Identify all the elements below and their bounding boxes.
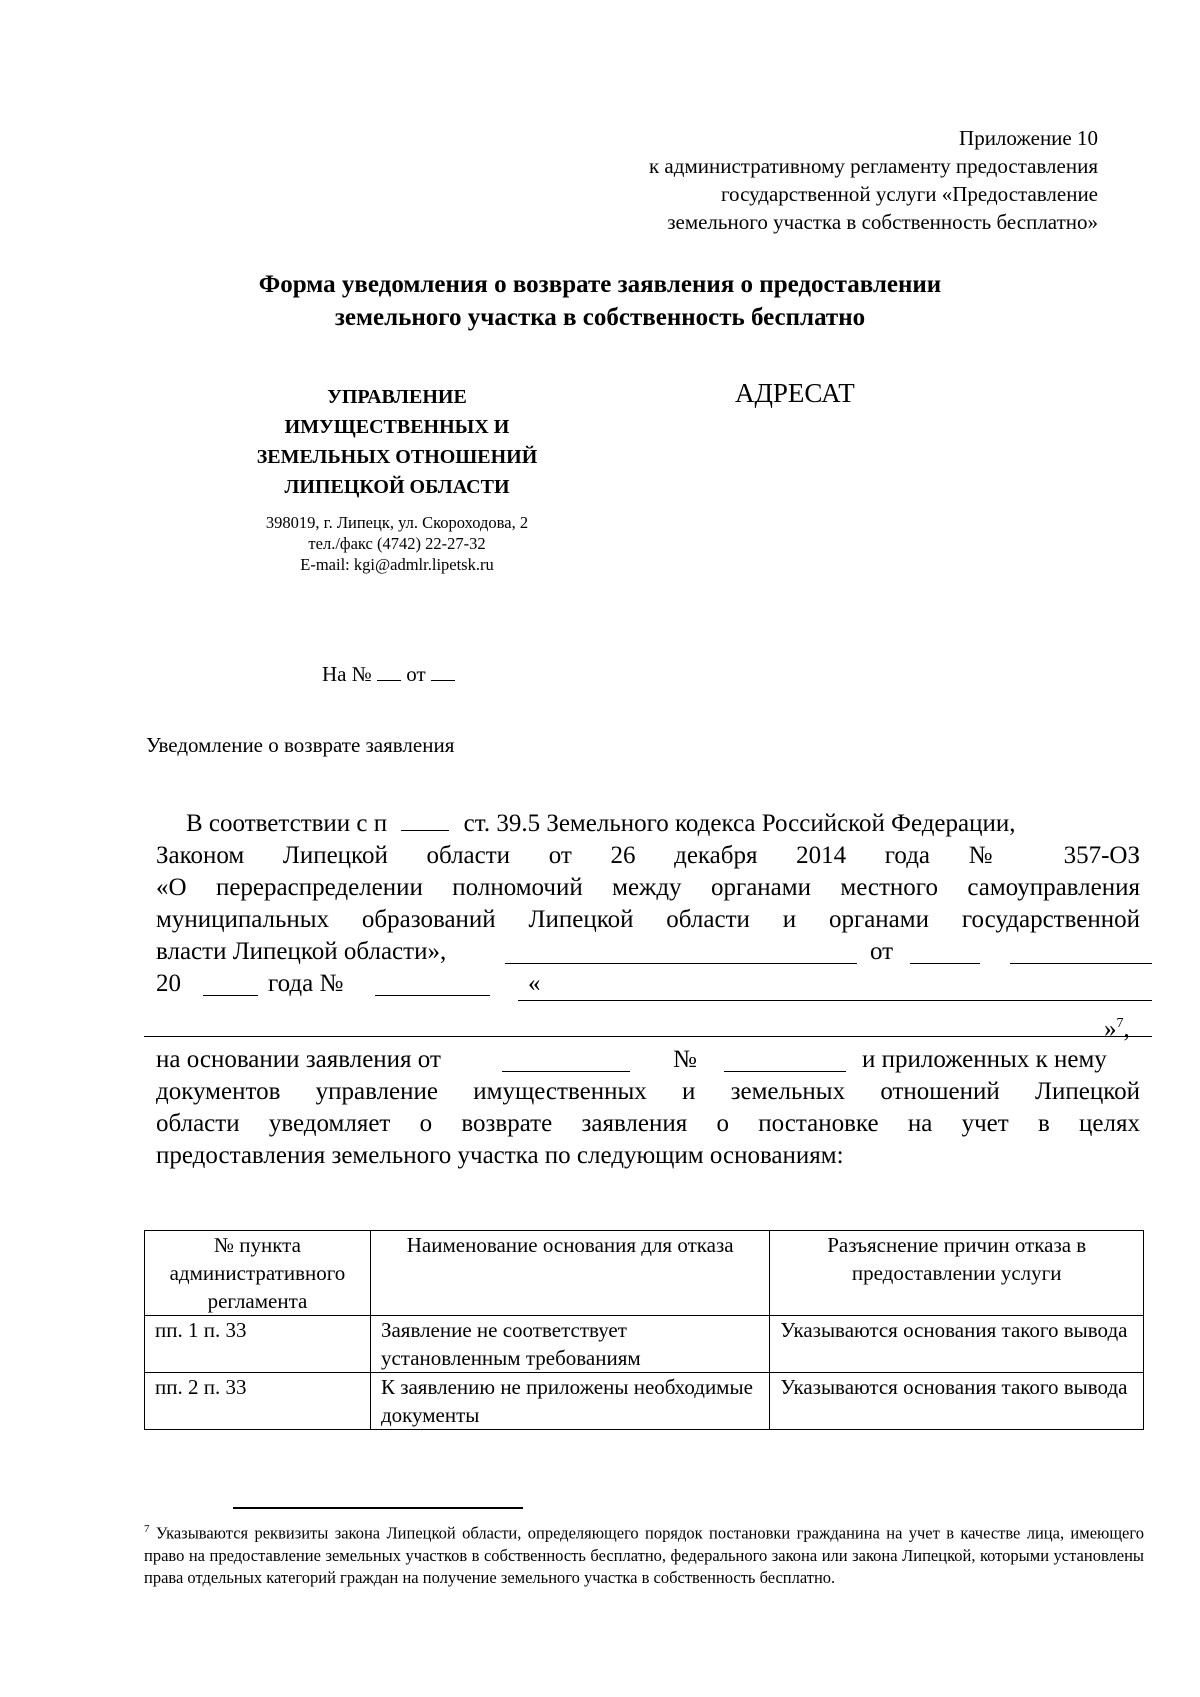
- body-line-10: области уведомляет о возврате заявления о постановке на учет в целях: [156, 1110, 1140, 1137]
- body-text: №: [673, 1046, 697, 1073]
- table-header-cell: Наименование основания для отказа: [370, 1231, 769, 1316]
- body-line-3: «О перераспределении полномочий между органами местного самоуправления: [156, 874, 1140, 901]
- table-cell: Заявление не соответствует установленным требованиям: [370, 1316, 769, 1373]
- table-header-row: [145, 1231, 1144, 1316]
- reference-line: [322, 662, 455, 687]
- addressee: АДРЕСАТ: [735, 378, 855, 408]
- table-cell: Указываются основания такого вывода: [770, 1373, 1144, 1430]
- body-text: власти Липецкой области»,: [156, 938, 447, 965]
- appendix-line: Приложение 10: [959, 126, 1098, 150]
- sender-line: УПРАВЛЕНИЕ: [327, 386, 467, 408]
- reference-number-blank: [377, 662, 401, 681]
- body-text: года №: [268, 970, 344, 997]
- body-line-7: [1104, 1008, 1164, 1045]
- appendix-line: государственной услуги «Предоставление: [720, 182, 1098, 206]
- blank-field: [502, 1071, 630, 1072]
- sender-email: E-mail: kgi@admlr.lipetsk.ru: [300, 555, 494, 574]
- body-line-4: муниципальных образований Липецкой области и органами государственной: [156, 906, 1140, 933]
- table-header-cell: Разъяснение причин отказа в предоставлении услуги: [770, 1231, 1144, 1316]
- footnote-text: Указываются реквизиты закона Липецкой области, определяющего порядок постановки гражданина на учет в качестве лица, имеющего право на предоставление земельных участков в собственность бесплатно, федерального закона или закона Липецкой, которыми установлены права отдельных категорий граждан на получение земельного участка в собственность бесплатно.: [144, 1523, 1144, 1587]
- footnote-separator: [233, 1507, 523, 1509]
- body-text: от: [870, 938, 894, 965]
- appendix-header: [649, 124, 1098, 236]
- table-cell: Указываются основания такого вывода: [770, 1316, 1144, 1373]
- body-text: ,: [1123, 1015, 1130, 1043]
- sender-address: 398019, г. Липецк, ул. Скороходова, 2: [265, 513, 529, 532]
- blank-field: [144, 1036, 1152, 1037]
- sender-line: ЛИПЕЦКОЙ ОБЛАСТИ: [284, 476, 510, 498]
- table-cell: К заявлению не приложены необходимые документы: [370, 1373, 769, 1430]
- body-text: ст. 39.5 Земельного кодекса Российской Федерации,: [463, 810, 1016, 837]
- title-line: земельного участка в собственность бесплатно: [334, 304, 866, 331]
- table-cell: пп. 1 п. 33: [145, 1316, 371, 1373]
- grounds-table: [144, 1230, 1144, 1430]
- body-text: и приложенных к нему: [862, 1046, 1107, 1073]
- body-line-1: [156, 808, 1140, 840]
- blank-field: [910, 963, 980, 964]
- body-text: «: [528, 970, 541, 997]
- blank-field: [203, 995, 258, 996]
- blank-field: [375, 995, 490, 996]
- blank-field: [518, 1000, 1152, 1001]
- blank-field: [505, 963, 857, 964]
- body-text: на основании заявления от: [156, 1046, 441, 1073]
- body-line-2: Законом Липецкой области от 26 декабря 2014 года № 357-ОЗ: [156, 842, 1140, 869]
- body-line-11: предоставления земельного участка по следующим основаниям:: [156, 1142, 844, 1169]
- table-row: [145, 1373, 1144, 1430]
- blank-field: [724, 1071, 846, 1072]
- blank-field: [1010, 963, 1152, 964]
- sender-line: ИМУЩЕСТВЕННЫХ И: [284, 416, 510, 438]
- sender-contacts: [232, 512, 562, 575]
- document-title: [0, 268, 1200, 334]
- table-header-cell: № пункта административного регламента: [145, 1231, 371, 1316]
- footnote-mark: 7: [144, 1523, 150, 1535]
- body-text: В соответствии с п: [186, 810, 388, 837]
- title-line: Форма уведомления о возврате заявления о предоставлении: [258, 271, 942, 298]
- sender-phone: тел./факс (4742) 22-27-32: [308, 534, 486, 553]
- reference-date-blank: [431, 662, 455, 681]
- footnote: [144, 1518, 1144, 1589]
- appendix-line: земельного участка в собственность бесплатно»: [667, 210, 1098, 234]
- blank-field: [401, 808, 449, 831]
- notice-heading: Уведомление о возврате заявления: [146, 733, 455, 757]
- footnote-reference: 7: [1116, 1016, 1124, 1031]
- appendix-line: к административному регламенту предоставления: [648, 154, 1098, 178]
- table-row: [145, 1316, 1144, 1373]
- body-text: 20: [156, 970, 181, 997]
- sender-line: ЗЕМЕЛЬНЫХ ОТНОШЕНИЙ: [256, 446, 538, 468]
- body-line-9: документов управление имущественных и земельных отношений Липецкой: [156, 1078, 1140, 1105]
- body-text: »: [1104, 1015, 1117, 1043]
- sender-organization: [232, 382, 562, 502]
- reference-from: от: [406, 662, 426, 686]
- table-cell: пп. 2 п. 33: [145, 1373, 371, 1430]
- reference-prefix: На №: [322, 662, 372, 686]
